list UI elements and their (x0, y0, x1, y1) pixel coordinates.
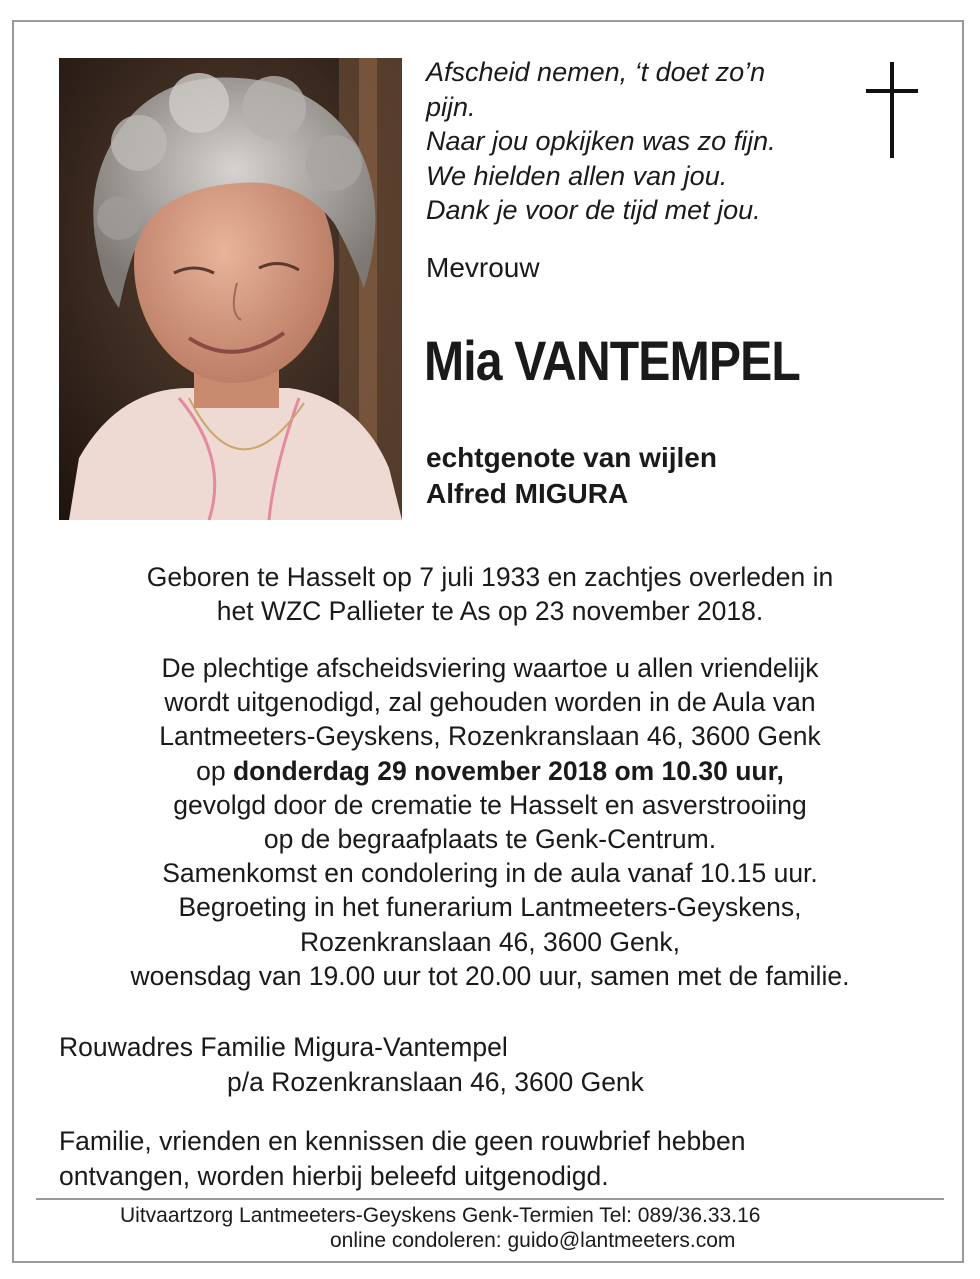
text-line: De plechtige afscheidsviering waartoe u allen vriendelijk (161, 653, 819, 683)
spouse-info (426, 440, 717, 512)
poem-line: pijn. (426, 91, 476, 122)
text-line-prefix: op (196, 755, 233, 786)
text-line: ontvangen, worden hierbij beleefd uitgenodigd. (59, 1161, 609, 1191)
poem-line: We hielden allen van jou. (426, 160, 728, 191)
poem-line: Naar jou opkijken was zo fijn. (426, 126, 776, 156)
honorific-title: Mevrouw (426, 252, 540, 283)
invitation-text (59, 1124, 746, 1194)
text-line: Samenkomst en condolering in de aula vanaf 10.15 uur. (162, 858, 818, 889)
poem-line: Afscheid nemen, ‘t doet zo’n (426, 57, 766, 87)
poem-line: Dank je voor de tijd met jou. (426, 195, 761, 225)
text-line (40, 754, 940, 788)
ceremony-date: donderdag 29 november 2018 om 10.30 uur, (233, 755, 784, 786)
portrait-photo (59, 58, 402, 520)
mourning-address (59, 1030, 644, 1100)
deceased-name: Mia VANTEMPEL (424, 329, 800, 392)
text-line: Begroeting in het funerarium Lantmeeters-Geyskens, (178, 892, 802, 923)
spouse-relation: echtgenote van wijlen (426, 442, 717, 473)
funeral-home-contact: Uitvaartzorg Lantmeeters-Geyskens Genk-Termien Tel: 089/36.33.16 (120, 1204, 761, 1227)
birth-death-text (40, 560, 940, 628)
latin-cross-icon (864, 62, 924, 158)
text-line: Geboren te Hasselt op 7 juli 1933 en zachtjes overleden in (146, 562, 834, 592)
text-line: wordt uitgenodigd, zal gehouden worden in de Aula van (164, 687, 816, 718)
online-condolence: online condoleren: guido@lantmeeters.com (330, 1229, 736, 1252)
text-line: Familie, vrienden en kennissen die geen rouwbrief hebben (59, 1126, 746, 1156)
ceremony-text (40, 651, 940, 993)
address-line: Rouwadres Familie Migura-Vantempel (59, 1032, 508, 1062)
text-line: op de begraafplaats te Genk-Centrum. (263, 824, 717, 855)
footer (0, 1203, 980, 1253)
poem (426, 55, 846, 228)
divider (36, 1198, 944, 1200)
text-line: het WZC Pallieter te As op 23 november 2018. (216, 596, 764, 627)
text-line: Lantmeeters-Geyskens, Rozenkranslaan 46, 3600 Genk (159, 721, 821, 752)
spouse-name: Alfred MIGURA (426, 478, 629, 509)
text-line: Rozenkranslaan 46, 3600 Genk, (299, 926, 681, 957)
address-line: p/a Rozenkranslaan 46, 3600 Genk (227, 1067, 644, 1097)
text-line: gevolgd door de crematie te Hasselt en asverstrooiing (173, 789, 807, 820)
text-line: woensdag van 19.00 uur tot 20.00 uur, samen met de familie. (130, 960, 850, 991)
